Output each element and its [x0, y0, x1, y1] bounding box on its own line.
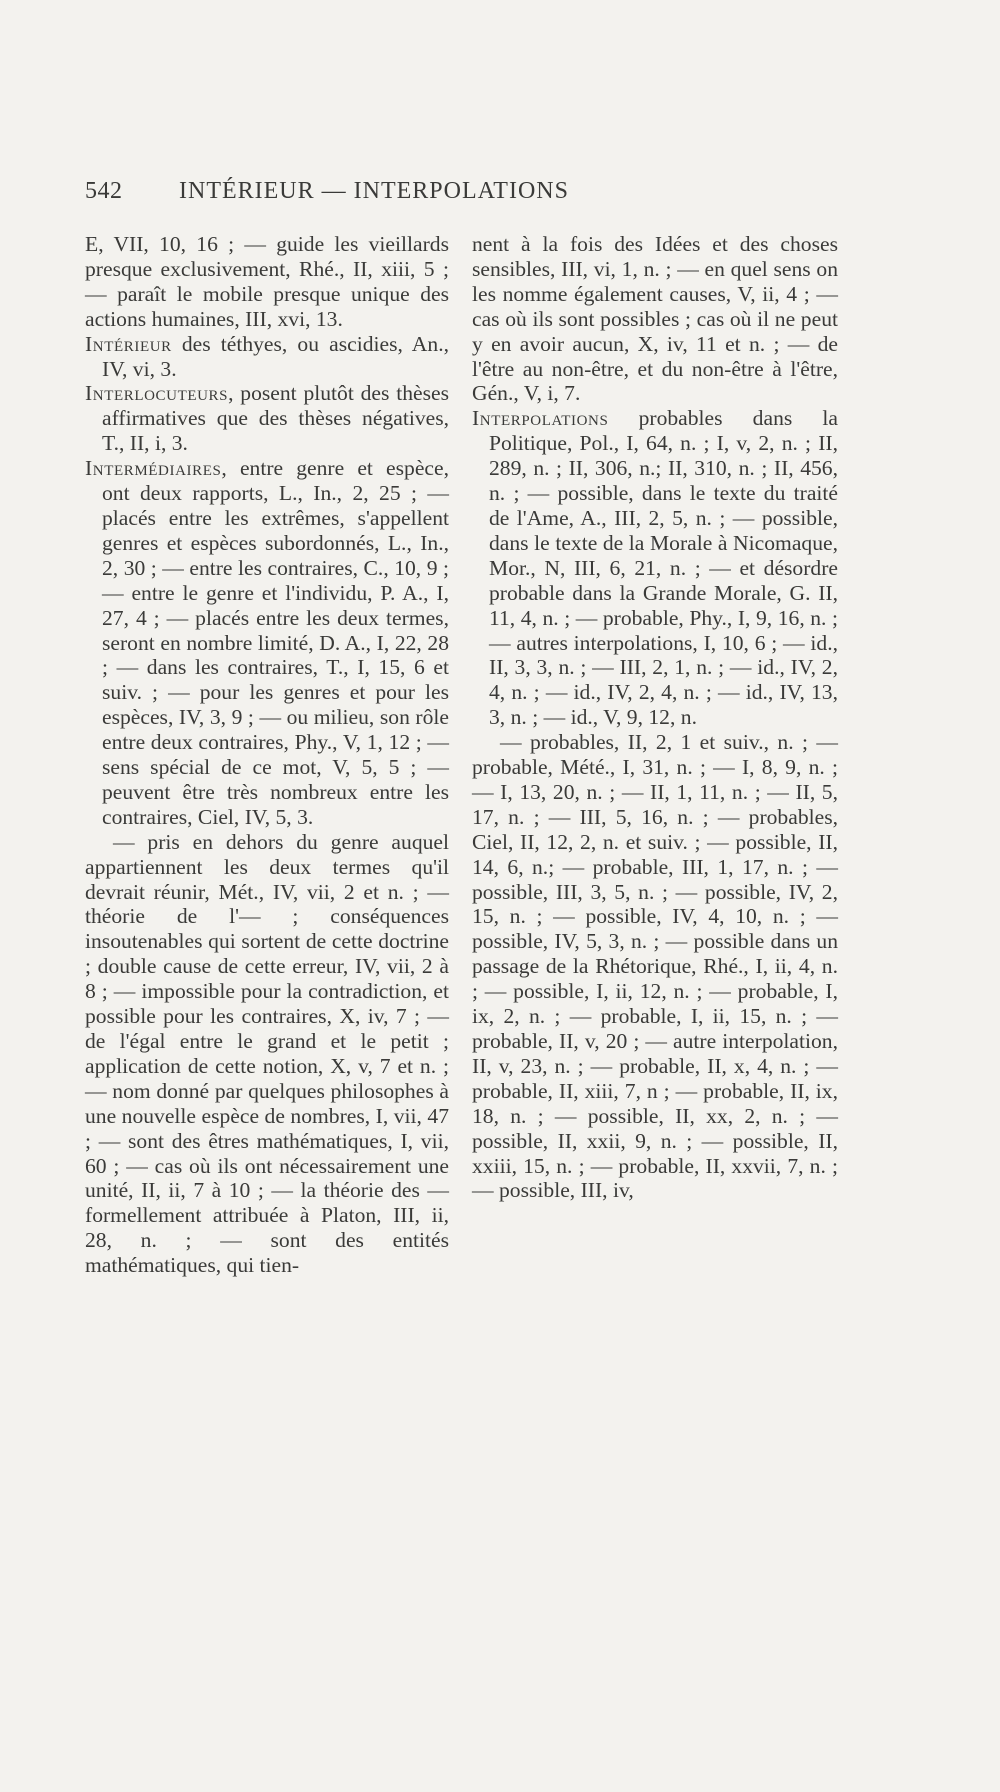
- page-number: 542: [85, 178, 123, 204]
- entry-body: probables dans la Politique, Pol., I, 64, n. ; I, v, 2, n. ; II, 289, n. ; II, 306, n.; II, 310, n. ; II, 456, n. ; — possible, dans le texte du traité de l'Ame, A., III, 2, 5, n. ; — possible, dans le texte de la Morale à Nicomaque, Mor., N, III, 6, 21, n. ; — et désordre probable dans la Grande Morale, G. II, 11, 4, n. ; — probable, Phy., I, 9, 16, n. ; — autres interpolations, I, 10, 6 ; — id., II, 3, 3, n. ; — III, 2, 1, n. ; — id., IV, 2, 4, n. ; — id., IV, 2, 4, n. ; — id., IV, 13, 3, n. ; — id., V, 9, 12, n.: [489, 406, 838, 730]
- entry-subparagraph: — probables, II, 2, 1 et suiv., n. ; — probable, Mété., I, 31, n. ; — I, 8, 9, n. ; — I, 13, 20, n. ; — II, 1, 11, n. ; — II, 5, 17, n. ; — III, 5, 16, n. ; — probables, Ciel, II, 12, 2, n. et suiv. ; — possible, II, 14, 6, n.; — probable, III, 1, 17, n. ; — possible, III, 3, 5, n. ; — possible, IV, 2, 15, n. ; — possible, IV, 4, 10, n. ; — possible, IV, 5, 3, n. ; — possible dans un passage de la Rhétorique, Rhé., I, ii, 4, n. ; — possible, I, ii, 12, n. ; — probable, I, ix, 2, n. ; — probable, I, ii, 15, n. ; — probable, II, v, 20 ; — autre interpolation, II, v, 23, n. ; — probable, II, x, 4, n. ; — probable, II, xiii, 7, n ; — probable, II, ix, 18, n. ; — possible, II, xx, 2, n. ; — possible, II, xxii, 9, n. ; — possible, II, xxiii, 15, n. ; — probable, II, xxvii, 7, n. ; — possible, III, iv,: [472, 730, 838, 1203]
- entry-body: , posent plutôt des thèses affirmatives que des thèses négatives, T., II, i, 3.: [102, 381, 449, 456]
- entry-interpolations: [472, 406, 838, 730]
- entry-interieur: [85, 332, 449, 382]
- entry-interlocuteurs: [85, 381, 449, 456]
- headword: Intérieur: [85, 331, 172, 356]
- entry-subparagraph: — pris en dehors du genre auquel appartiennent les deux termes qu'il devrait réunir, Mét., IV, vii, 2 et n. ; — théorie de l'— ; conséquences insoutenables qui sortent de cette doctrine ; double cause de cette erreur, IV, vii, 2 à 8 ; — impossible pour la contradiction, et possible pour les contraires, X, iv, 7 ; — de l'égal entre le grand et le petit ; application de cette notion, X, v, 7 et n. ; — nom donné par quelques philosophes à une nouvelle espèce de nombres, I, vii, 47 ; — sont des êtres mathématiques, I, vii, 60 ; — cas où ils ont nécessairement une unité, II, ii, 7 à 10 ; — la théorie des — formellement attribuée à Platon, III, ii, 28, n. ; — sont des entités mathématiques, qui tien-: [85, 829, 449, 1278]
- entry-body: des téthyes, ou ascidies, An., IV, vi, 3.: [102, 331, 449, 381]
- headword: Intermédiaires: [85, 456, 222, 481]
- entry-intermediaires: [85, 456, 449, 830]
- entry-body: , entre genre et espèce, ont deux rapports, L., In., 2, 25 ; — placés entre les extrêmes, s'appellent genres et espèces subordonnés, L., In., 2, 30 ; — entre les contraires, C., 10, 9 ; — entre le genre et l'individu, P. A., I, 27, 4 ; — placés entre les deux termes, seront en nombre limité, D. A., I, 22, 28 ; — dans les contraires, T., I, 15, 6 et suiv. ; — pour les genres et pour les espèces, IV, 3, 9 ; — ou milieu, son rôle entre deux contraires, Phy., V, 1, 12 ; — sens spécial de ce mot, V, 5, 5 ; — peuvent être très nombreux entre les contraires, Ciel, IV, 5, 3.: [102, 456, 449, 829]
- running-title: INTÉRIEUR — INTERPOLATIONS: [179, 178, 569, 204]
- right-column: [472, 232, 838, 1203]
- entry-continuation: E, VII, 10, 16 ; — guide les vieillards presque exclusivement, Rhé., II, xiii, 5 ; — paraît le mobile presque unique des actions humaines, III, xvi, 13.: [85, 232, 449, 331]
- headword: Interlocuteurs: [85, 381, 229, 406]
- headword: Interpolations: [472, 406, 609, 431]
- running-header: [85, 178, 663, 210]
- entry-continuation: nent à la fois des Idées et des choses sensibles, III, vi, 1, n. ; — en quel sens on les nomme également causes, V, ii, 4 ; — cas où ils sont possibles ; cas où il ne peut y en avoir aucun, X, iv, 11 et n. ; — de l'être au non-être, et du non-être à l'être, Gén., V, i, 7.: [472, 232, 838, 406]
- left-column: [85, 232, 449, 1278]
